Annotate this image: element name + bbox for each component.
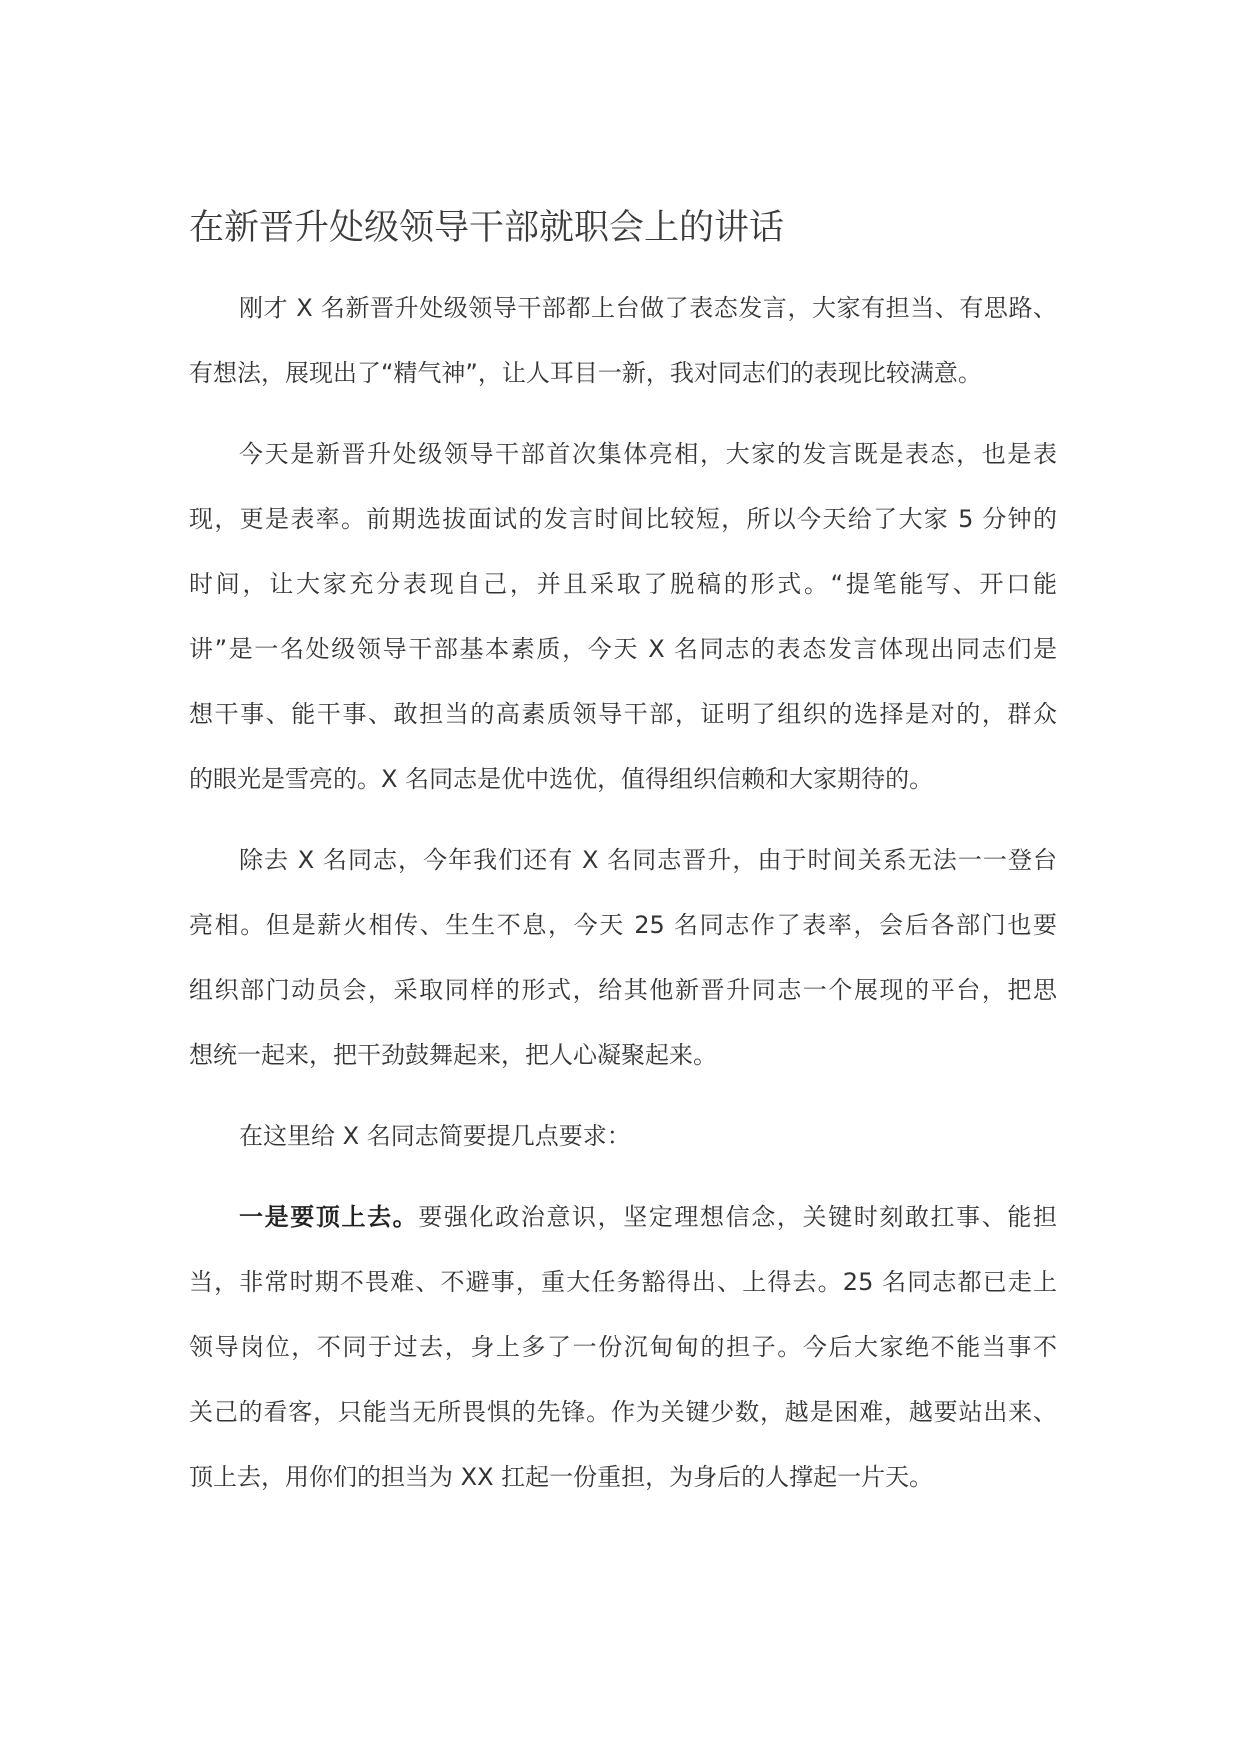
paragraph-1	[189, 276, 1057, 406]
text-line: 现，更是表率。前期选拔面试的发言时间比较短，所以今天给了大家 5 分钟的	[189, 505, 1057, 533]
paragraph-3	[189, 828, 1057, 1088]
text-line: 领导岗位，不同于过去，身上多了一份沉甸甸的担子。今后大家绝不能当事不	[189, 1333, 1057, 1361]
text-line: 今天是新晋升处级领导干部首次集体亮相，大家的发言既是表态，也是表	[239, 440, 1057, 468]
document-body	[189, 276, 1057, 1526]
text-line: 刚才 X 名新晋升处级领导干部都上台做了表态发言，大家有担当、有思路、	[239, 294, 1057, 322]
text-line: 想干事、能干事、敢担当的高素质领导干部，证明了组织的选择是对的，群众	[189, 700, 1057, 728]
text-line: 有想法，展现出了“精气神”，让人耳目一新，我对同志们的表现比较满意。	[189, 359, 982, 387]
text-line: 顶上去，用你们的担当为 XX 扛起一份重担，为身后的人撑起一片天。	[189, 1463, 934, 1491]
text-line: 想统一起来，把干劲鼓舞起来，把人心凝聚起来。	[189, 1041, 717, 1069]
paragraph-2	[189, 422, 1057, 812]
text-line	[189, 1185, 1057, 1250]
paragraph-5	[189, 1185, 1057, 1510]
text-line: 时间，让大家充分表现自己，并且采取了脱稿的形式。“提笔能写、开口能	[189, 570, 1057, 598]
text-line: 亮相。但是薪火相传、生生不息，今天 25 名同志作了表率，会后各部门也要	[189, 911, 1057, 939]
text-line: 讲”是一名处级领导干部基本素质，今天 X 名同志的表态发言体现出同志们是	[189, 635, 1057, 663]
text-span: 要强化政治意识，坚定理想信念，关键时刻敢扛事、能担	[418, 1203, 1058, 1231]
bold-lead: 一是要顶上去。	[239, 1203, 419, 1231]
text-line: 关己的看客，只能当无所畏惧的先锋。作为关键少数，越是困难，越要站出来、	[189, 1398, 1057, 1426]
text-line: 除去 X 名同志，今年我们还有 X 名同志晋升，由于时间关系无法一一登台	[239, 846, 1057, 874]
paragraph-4	[189, 1104, 1057, 1169]
text-line: 的眼光是雪亮的。X 名同志是优中选优，值得组织信赖和大家期待的。	[189, 765, 934, 793]
text-line: 在这里给 X 名同志简要提几点要求：	[239, 1122, 631, 1150]
text-line: 组织部门动员会，采取同样的形式，给其他新晋升同志一个展现的平台，把思	[189, 976, 1057, 1004]
document-title: 在新晋升处级领导干部就职会上的讲话	[189, 208, 785, 248]
text-line: 当，非常时期不畏难、不避事，重大任务豁得出、上得去。25 名同志都已走上	[189, 1268, 1057, 1296]
